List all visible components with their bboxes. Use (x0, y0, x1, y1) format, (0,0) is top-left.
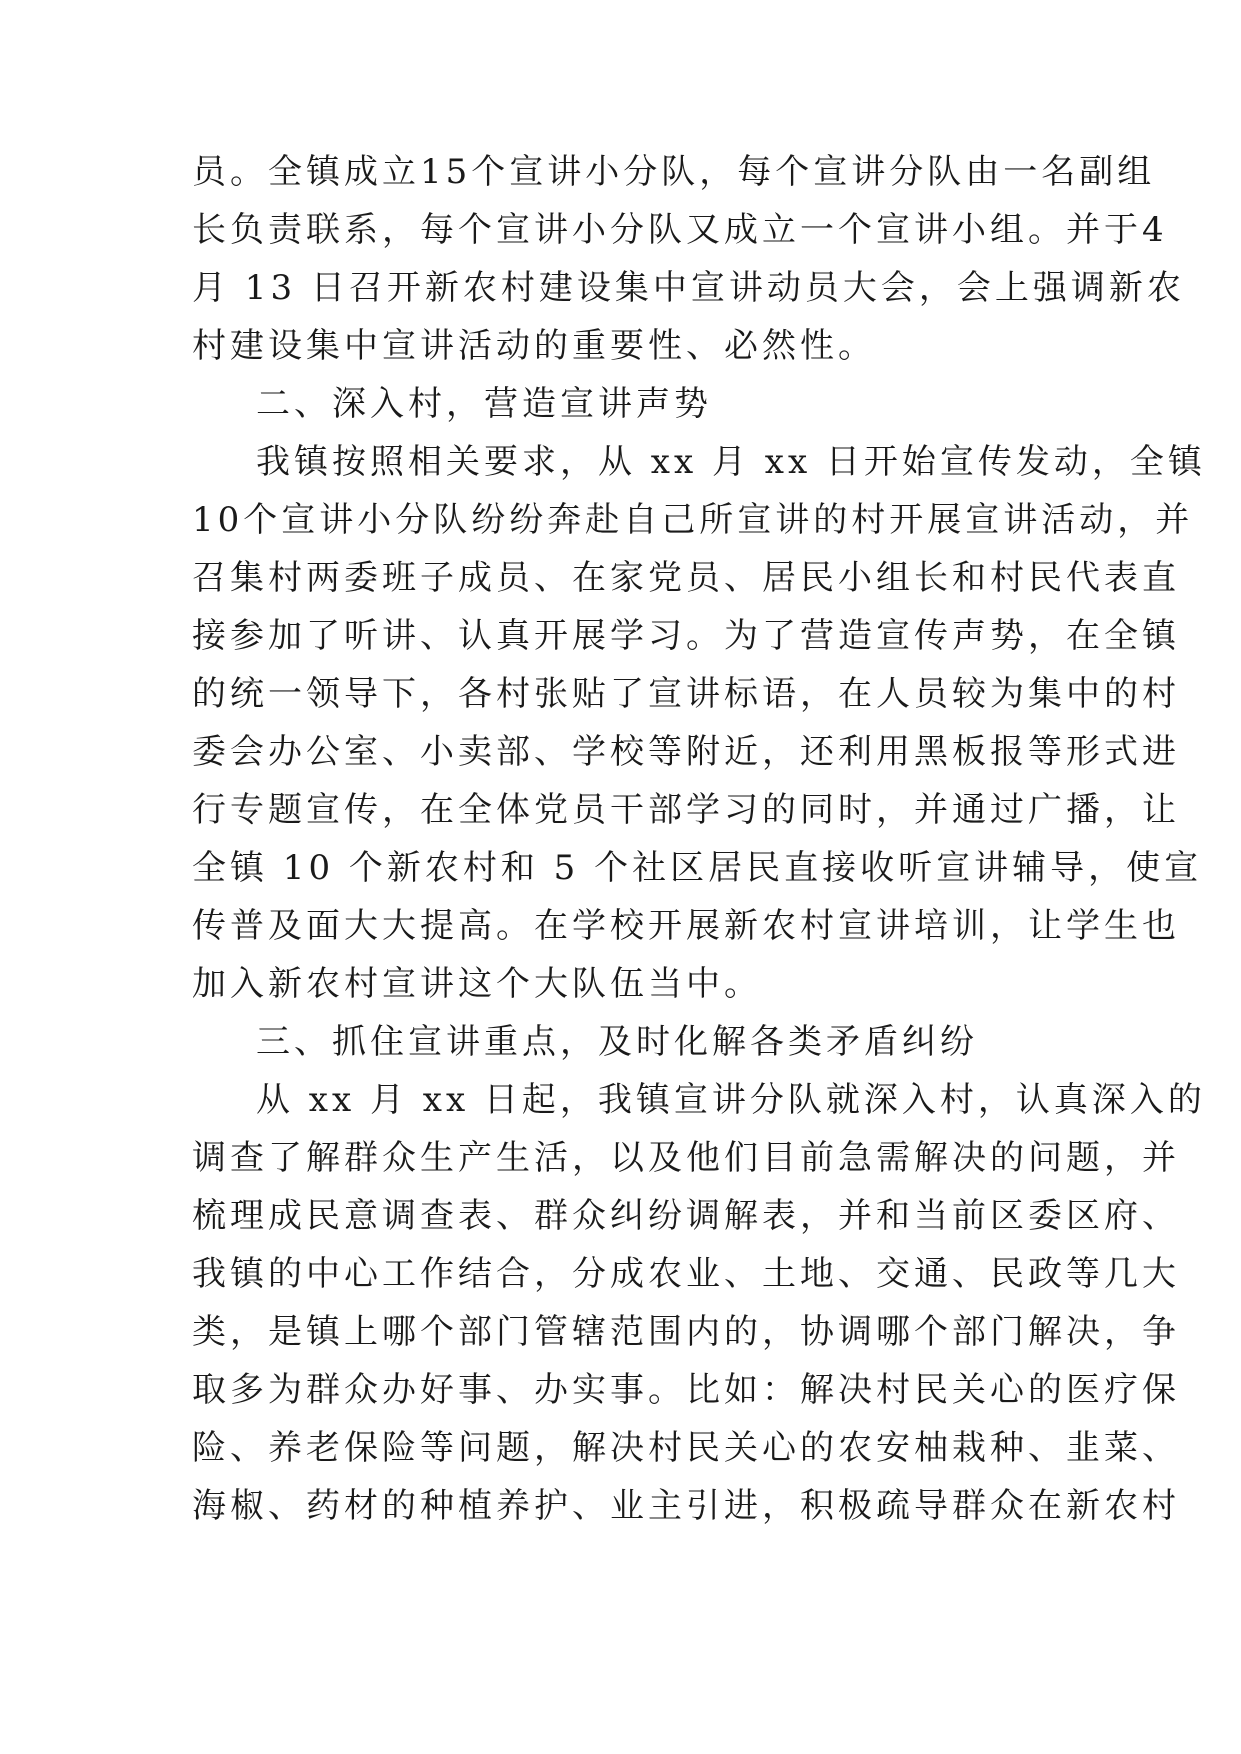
body-line: 全镇 10 个新农村和 5 个社区居民直接收听宣讲辅导，使宣 (192, 848, 1203, 888)
body-line: 月 13 日召开新农村建设集中宣讲动员大会，会上强调新农 (192, 268, 1185, 308)
body-line: 我镇的中心工作结合，分成农业、土地、交通、民政等几大 (192, 1254, 1180, 1294)
body-line: 接参加了听讲、认真开展学习。为了营造宣传声势，在全镇 (192, 616, 1180, 656)
body-line: 梳理成民意调查表、群众纠纷调解表，并和当前区委区府、 (192, 1196, 1180, 1236)
body-line: 员。全镇成立15个宣讲小分队，每个宣讲分队由一名副组 (192, 152, 1156, 192)
body-line: 取多为群众办好事、办实事。比如：解决村民关心的医疗保 (192, 1370, 1180, 1410)
body-line: 险、养老保险等问题，解决村民关心的农安柚栽种、韭菜、 (192, 1428, 1180, 1468)
section-heading: 二、深入村，营造宣讲声势 (256, 384, 712, 424)
body-line: 海椒、药材的种植养护、业主引进，积极疏导群众在新农村 (192, 1486, 1180, 1526)
body-line: 委会办公室、小卖部、学校等附近，还利用黑板报等形式进 (192, 732, 1180, 772)
paragraph-first-line: 我镇按照相关要求，从 xx 月 xx 日开始宣传发动，全镇 (256, 442, 1206, 482)
body-line: 10个宣讲小分队纷纷奔赴自己所宣讲的村开展宣讲活动，并 (192, 500, 1194, 540)
body-line: 召集村两委班子成员、在家党员、居民小组长和村民代表直 (192, 558, 1180, 598)
body-line: 调查了解群众生产生活，以及他们目前急需解决的问题，并 (192, 1138, 1180, 1178)
body-line: 的统一领导下，各村张贴了宣讲标语，在人员较为集中的村 (192, 674, 1180, 714)
body-line: 加入新农村宣讲这个大队伍当中。 (192, 964, 762, 1004)
section-heading: 三、抓住宣讲重点，及时化解各类矛盾纠纷 (256, 1022, 978, 1062)
body-line: 村建设集中宣讲活动的重要性、必然性。 (192, 326, 876, 366)
paragraph-first-line: 从 xx 月 xx 日起，我镇宣讲分队就深入村，认真深入的 (256, 1080, 1206, 1120)
body-line: 传普及面大大提高。在学校开展新农村宣讲培训，让学生也 (192, 906, 1180, 946)
body-line: 行专题宣传，在全体党员干部学习的同时，并通过广播，让 (192, 790, 1180, 830)
body-line: 长负责联系，每个宣讲小分队又成立一个宣讲小组。并于4 (192, 210, 1168, 250)
body-line: 类，是镇上哪个部门管辖范围内的，协调哪个部门解决，争 (192, 1312, 1180, 1352)
